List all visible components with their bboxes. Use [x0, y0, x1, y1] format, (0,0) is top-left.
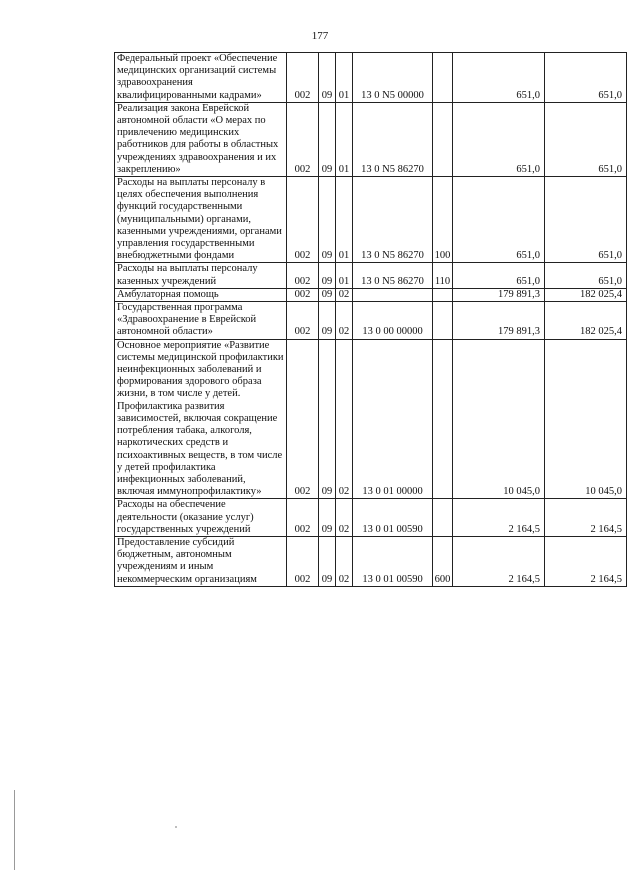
table-row: [115, 339, 627, 499]
expense-type-code-cell: [433, 499, 453, 537]
subsection-code-cell: 01: [336, 53, 353, 103]
page-number: 177: [311, 30, 329, 42]
section-code-cell: 09: [319, 499, 336, 537]
amount-year-2-cell: 651,0: [545, 177, 627, 263]
ministry-code-cell: 002: [287, 53, 319, 103]
table-row: [115, 536, 627, 586]
ministry-code-cell: 002: [287, 288, 319, 301]
section-code-cell: 09: [319, 288, 336, 301]
expense-type-code-cell: 600: [433, 536, 453, 586]
subsection-code-cell: 02: [336, 288, 353, 301]
table-row: [115, 288, 627, 301]
section-code-cell: 09: [319, 263, 336, 288]
margin-line: [14, 790, 15, 870]
section-code-cell: 09: [319, 53, 336, 103]
budget-table: [114, 52, 627, 587]
table-row: [115, 53, 627, 103]
section-code-cell: 09: [319, 536, 336, 586]
amount-year-2-cell: 651,0: [545, 102, 627, 176]
table-row: [115, 263, 627, 288]
target-program-code-cell: 13 0 01 00000: [353, 339, 433, 499]
amount-year-1-cell: 651,0: [453, 263, 545, 288]
amount-year-2-cell: 2 164,5: [545, 499, 627, 537]
expense-type-code-cell: [433, 53, 453, 103]
row-name-cell: Основное мероприятие «Развитие системы медицинской профилактики неинфекционных заболеваний и формирования здорового образа жизни, в том числе у детей. Профилактика развития зависимостей, включая сокращение потребления табака, алкоголя, наркотических средств и психоактивных веществ, в том числе у детей профилактика инфекционных заболеваний, включая иммунопрофилактику»: [115, 339, 287, 499]
row-name-cell: Предоставление субсидий бюджетным, автономным учреждениям и иным некоммерческим организациям: [115, 536, 287, 586]
target-program-code-cell: 13 0 N5 00000: [353, 53, 433, 103]
target-program-code-cell: [353, 288, 433, 301]
expense-type-code-cell: [433, 339, 453, 499]
expense-type-code-cell: [433, 302, 453, 340]
row-name-cell: Федеральный проект «Обеспечение медицинских организаций системы здравоохранения квалифицированными кадрами»: [115, 53, 287, 103]
amount-year-1-cell: 651,0: [453, 177, 545, 263]
ministry-code-cell: 002: [287, 339, 319, 499]
amount-year-2-cell: 651,0: [545, 53, 627, 103]
subsection-code-cell: 02: [336, 339, 353, 499]
amount-year-1-cell: 179 891,3: [453, 302, 545, 340]
subsection-code-cell: 01: [336, 102, 353, 176]
row-name-cell: Государственная программа «Здравоохранение в Еврейской автономной области»: [115, 302, 287, 340]
section-code-cell: 09: [319, 177, 336, 263]
target-program-code-cell: 13 0 N5 86270: [353, 177, 433, 263]
ministry-code-cell: 002: [287, 102, 319, 176]
ministry-code-cell: 002: [287, 302, 319, 340]
row-name-cell: Амбулаторная помощь: [115, 288, 287, 301]
row-name-cell: Расходы на выплаты персоналу в целях обеспечения выполнения функций государственными (муниципальными) органами, казенными учреждениями, органами управления государственными внебюджетными фондами: [115, 177, 287, 263]
expense-type-code-cell: 100: [433, 177, 453, 263]
target-program-code-cell: 13 0 00 00000: [353, 302, 433, 340]
scan-speck: [175, 826, 177, 828]
target-program-code-cell: 13 0 N5 86270: [353, 263, 433, 288]
target-program-code-cell: 13 0 N5 86270: [353, 102, 433, 176]
amount-year-1-cell: 651,0: [453, 102, 545, 176]
amount-year-1-cell: 2 164,5: [453, 499, 545, 537]
target-program-code-cell: 13 0 01 00590: [353, 499, 433, 537]
amount-year-1-cell: 179 891,3: [453, 288, 545, 301]
row-name-cell: Реализация закона Еврейской автономной области «О мерах по привлечению медицинских работников для работы в областных учреждениях здравоохранения и их закреплению»: [115, 102, 287, 176]
ministry-code-cell: 002: [287, 536, 319, 586]
target-program-code-cell: 13 0 01 00590: [353, 536, 433, 586]
subsection-code-cell: 01: [336, 177, 353, 263]
amount-year-2-cell: 2 164,5: [545, 536, 627, 586]
amount-year-2-cell: 182 025,4: [545, 302, 627, 340]
table-row: [115, 302, 627, 340]
section-code-cell: 09: [319, 302, 336, 340]
subsection-code-cell: 02: [336, 499, 353, 537]
amount-year-1-cell: 2 164,5: [453, 536, 545, 586]
amount-year-1-cell: 10 045,0: [453, 339, 545, 499]
expense-type-code-cell: [433, 288, 453, 301]
amount-year-2-cell: 651,0: [545, 263, 627, 288]
table-row: [115, 102, 627, 176]
row-name-cell: Расходы на обеспечение деятельности (оказание услуг) государственных учреждений: [115, 499, 287, 537]
subsection-code-cell: 01: [336, 263, 353, 288]
section-code-cell: 09: [319, 339, 336, 499]
section-code-cell: 09: [319, 102, 336, 176]
table-row: [115, 177, 627, 263]
ministry-code-cell: 002: [287, 177, 319, 263]
amount-year-2-cell: 10 045,0: [545, 339, 627, 499]
table-row: [115, 499, 627, 537]
ministry-code-cell: 002: [287, 263, 319, 288]
expense-type-code-cell: [433, 102, 453, 176]
amount-year-1-cell: 651,0: [453, 53, 545, 103]
expense-type-code-cell: 110: [433, 263, 453, 288]
ministry-code-cell: 002: [287, 499, 319, 537]
amount-year-2-cell: 182 025,4: [545, 288, 627, 301]
row-name-cell: Расходы на выплаты персоналу казенных учреждений: [115, 263, 287, 288]
subsection-code-cell: 02: [336, 302, 353, 340]
subsection-code-cell: 02: [336, 536, 353, 586]
